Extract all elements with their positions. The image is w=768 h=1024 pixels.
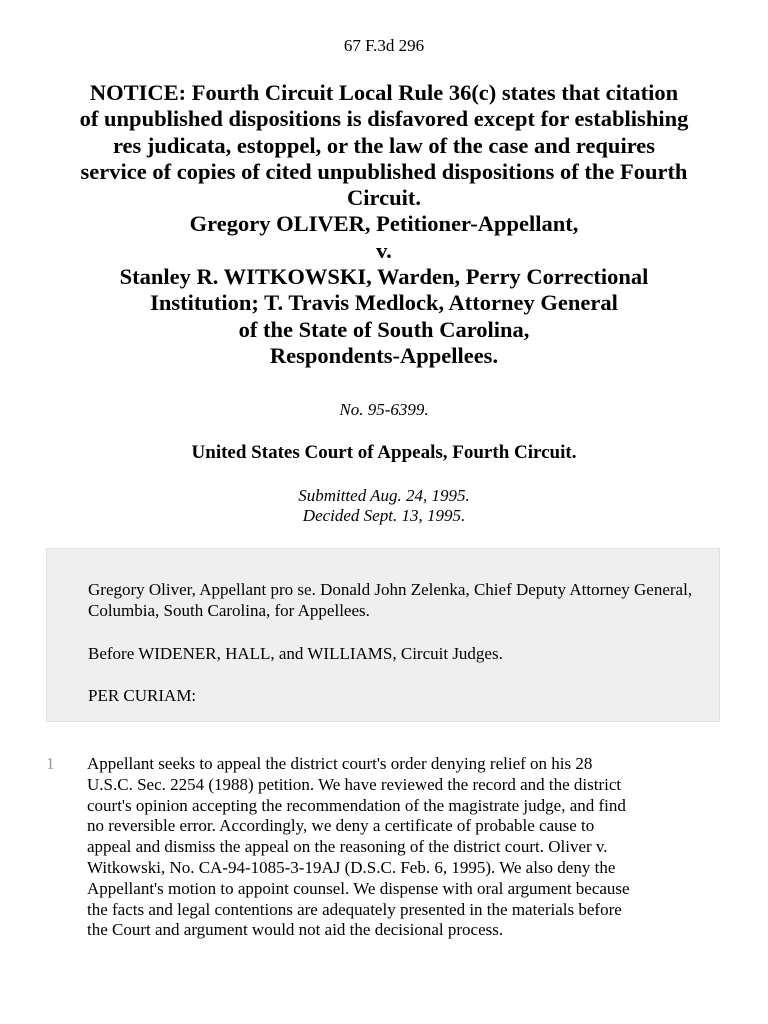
petitioner-line: Gregory OLIVER, Petitioner-Appellant, [189, 211, 579, 237]
judges-text: Before WIDENER, HALL, and WILLIAMS, Circuit Judges. [88, 644, 503, 663]
respondent-line: of the State of South Carolina, [238, 316, 530, 342]
case-dates [0, 486, 768, 526]
notice-line: Circuit. [347, 185, 421, 211]
versus-line: v. [376, 237, 392, 263]
opinion-line: the facts and legal contentions are adequately presented in the materials before [87, 899, 622, 919]
docket-number: No. 95-6399. [339, 400, 429, 419]
notice-line: res judicata, estoppel, or the law of the case and requires [112, 132, 656, 158]
respondent-line: Respondents-Appellees. [269, 342, 499, 368]
opinion-paragraph [87, 754, 727, 941]
opinion-line: Witkowski, No. CA-94-1085-3-19AJ (D.S.C. Feb. 6, 1995). We also deny the [87, 857, 616, 877]
case-heading [30, 80, 738, 369]
paragraph-number: 1 [46, 754, 55, 773]
respondent-line: Institution; T. Travis Medlock, Attorney General [150, 290, 618, 316]
opinion-line: U.S.C. Sec. 2254 (1988) petition. We have reviewed the record and the district [87, 774, 622, 794]
opinion-line: appeal and dismiss the appeal on the reasoning of the district court. Oliver v. [87, 837, 608, 857]
opinion-line: no reversible error. Accordingly, we deny a certificate of probable cause to [87, 816, 595, 836]
counsel-panel [46, 548, 720, 722]
opinion-line: court's opinion accepting the recommendation of the magistrate judge, and find [87, 795, 626, 815]
notice-line: of unpublished dispositions is disfavored except for establishing [79, 106, 689, 132]
notice-line: service of copies of cited unpublished dispositions of the Fourth [80, 158, 688, 184]
opinion-line: Appellant seeks to appeal the district court's order denying relief on his 28 [87, 754, 593, 773]
counsel-text: Gregory Oliver, Appellant pro se. Donald John Zelenka, Chief Deputy Attorney General, Columbia, South Carolina, for Appellees. [88, 580, 693, 620]
decided-date: Decided Sept. 13, 1995. [302, 506, 466, 525]
per-curiam-label: PER CURIAM: [88, 686, 197, 705]
court-name: United States Court of Appeals, Fourth Circuit. [191, 442, 577, 463]
opinion-line: Appellant's motion to appoint counsel. We dispense with oral argument because [87, 878, 630, 898]
notice-line: NOTICE: Fourth Circuit Local Rule 36(c) states that citation [89, 80, 679, 105]
opinion-line: the Court and argument would not aid the decisional process. [87, 920, 504, 940]
respondent-line: Stanley R. WITKOWSKI, Warden, Perry Correctional [119, 264, 649, 290]
submitted-date: Submitted Aug. 24, 1995. [298, 486, 470, 505]
case-citation: 67 F.3d 296 [343, 36, 425, 55]
